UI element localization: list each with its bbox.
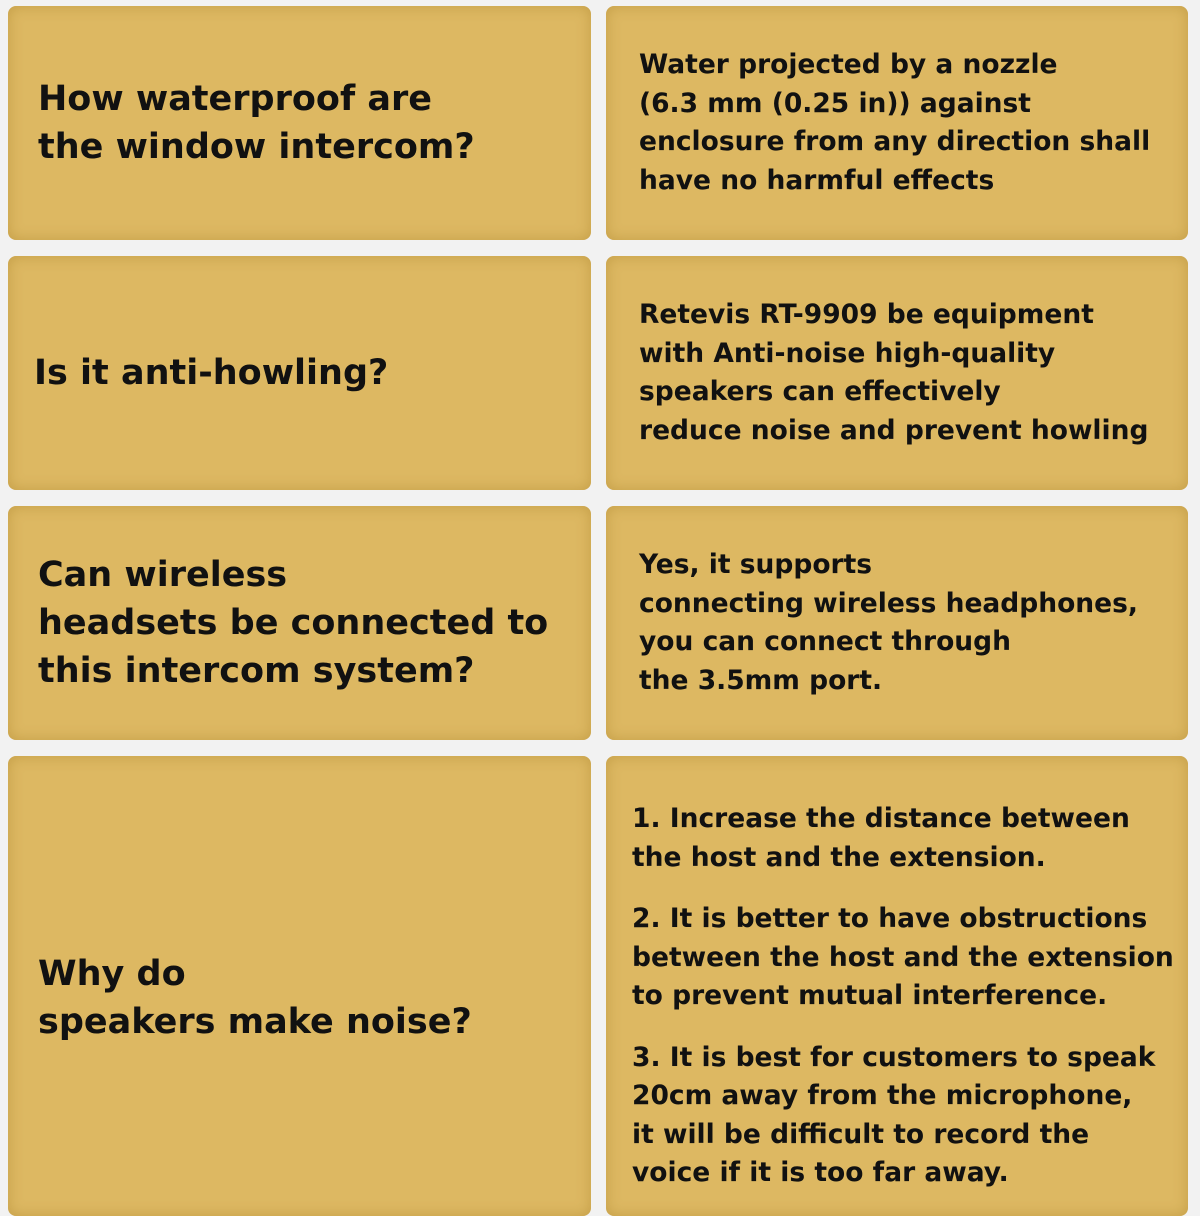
- faq-question-card-4: [8, 756, 591, 1216]
- faq-question-3-line: this intercom system?: [38, 651, 475, 691]
- faq-answer-3-line: Yes, it supports: [639, 549, 873, 580]
- faq-answer-2-line: reduce noise and prevent howling: [639, 414, 1149, 446]
- faq-answer-3-line: connecting wireless headphones,: [639, 587, 1138, 619]
- faq-question-1-line: How waterproof are: [38, 79, 432, 119]
- faq-question-3-line: headsets be connected to: [38, 603, 549, 643]
- faq-answer-4-step-line: 1. Increase the distance between: [632, 803, 1130, 834]
- faq-question-1: [38, 75, 475, 171]
- faq-answer-4-step-line: it will be difficult to record the: [632, 1118, 1090, 1150]
- faq-answer-2-line: Retevis RT-9909 be equipment: [639, 299, 1094, 330]
- faq-answer-1: [639, 46, 1150, 200]
- faq-answer-2: [639, 296, 1148, 450]
- faq-answer-4-step-line: 20cm away from the microphone,: [632, 1080, 1133, 1111]
- faq-answer-3-line: you can connect through: [639, 626, 1011, 657]
- faq-answer-4-step-line: to prevent mutual interference.: [632, 980, 1108, 1011]
- faq-question-card-1: [8, 6, 591, 240]
- faq-answer-4-step-1: [632, 800, 1174, 877]
- faq-answer-4-step-line: between the host and the extension: [632, 941, 1174, 973]
- faq-answer-4-steps: [632, 800, 1174, 1216]
- faq-answer-2-line: with Anti-noise high-quality: [639, 337, 1056, 369]
- faq-answer-4-step-line: 2. It is better to have obstructions: [632, 903, 1148, 934]
- faq-answer-3: [639, 546, 1138, 700]
- faq-answer-1-line: (6.3 mm (0.25 in)) against: [639, 87, 1031, 119]
- faq-answer-1-line: have no harmful effects: [639, 164, 995, 196]
- faq-answer-3-line: the 3.5mm port.: [639, 664, 883, 696]
- faq-answer-4-step-3: [632, 1039, 1174, 1193]
- faq-answer-2-line: speakers can effectively: [639, 376, 1001, 407]
- faq-answer-card-4: [606, 756, 1188, 1216]
- faq-question-2-line: Is it anti-howling?: [34, 353, 389, 393]
- faq-answer-1-line: enclosure from any direction shall: [639, 126, 1151, 157]
- faq-answer-4-step-line: 3. It is best for customers to speak: [632, 1041, 1156, 1073]
- faq-question-4: [38, 950, 472, 1046]
- faq-answer-4-step-2: [632, 900, 1174, 1016]
- faq-question-card-3: [8, 506, 591, 740]
- faq-answer-4-step-line: the host and the extension.: [632, 841, 1046, 873]
- faq-answer-card-1: [606, 6, 1188, 240]
- faq-answer-card-3: [606, 506, 1188, 740]
- faq-question-2: [34, 349, 388, 397]
- faq-question-3: [38, 551, 548, 695]
- faq-question-card-2: [8, 256, 591, 490]
- faq-question-4-line: Why do: [38, 954, 186, 994]
- faq-question-3-line: Can wireless: [38, 555, 288, 595]
- faq-answer-1-line: Water projected by a nozzle: [639, 49, 1058, 80]
- faq-question-1-line: the window intercom?: [38, 127, 475, 167]
- faq-answer-4-step-line: voice if it is too far away.: [632, 1157, 1009, 1188]
- faq-answer-card-2: [606, 256, 1188, 490]
- faq-question-4-line: speakers make noise?: [38, 1002, 472, 1042]
